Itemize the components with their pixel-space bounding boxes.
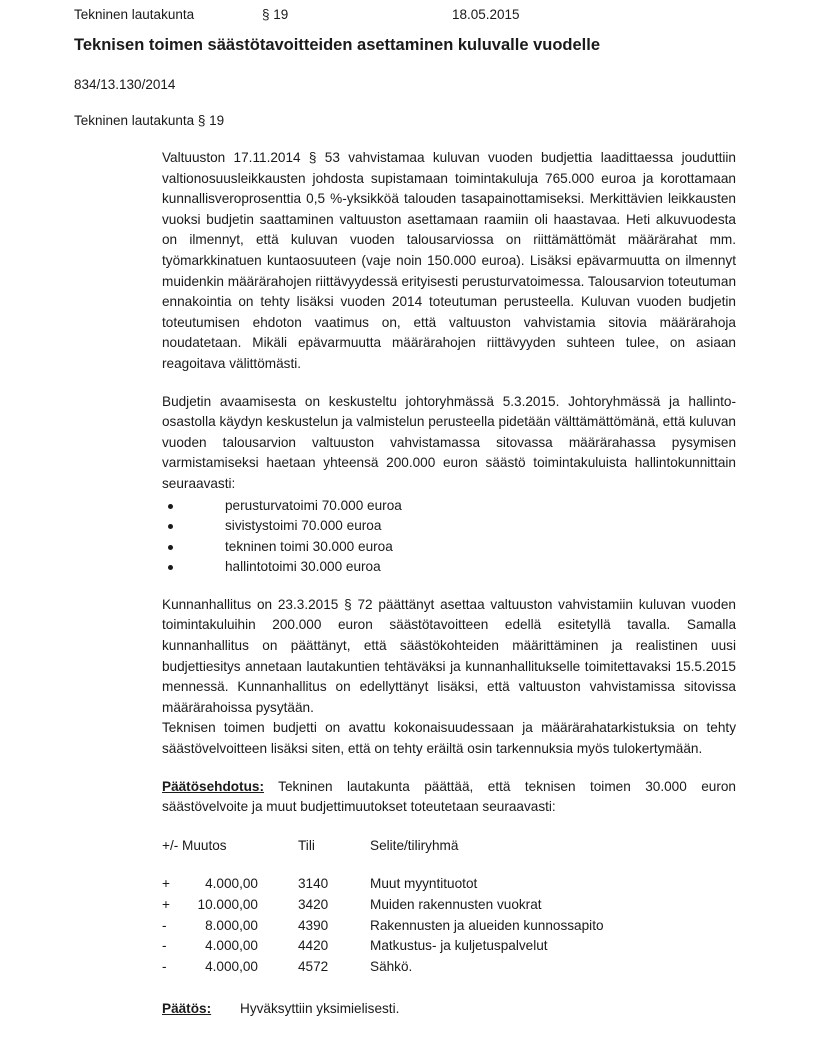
- section-subheading: Tekninen lautakunta § 19: [74, 113, 225, 128]
- decision-label: Päätös:: [162, 1001, 212, 1017]
- amount-sign: -: [162, 917, 167, 933]
- column-header-change: +/- Muutos: [162, 837, 227, 853]
- proposal-label: Päätösehdotus:: [162, 778, 264, 794]
- header-organ: Tekninen lautakunta: [74, 7, 195, 22]
- cell-account: 4572: [298, 958, 329, 974]
- savings-list: [162, 496, 736, 578]
- column-header-account: Tili: [298, 837, 315, 853]
- amount-value: 10.000,00: [197, 897, 258, 912]
- cell-description: Muut myyntituotot: [370, 876, 478, 892]
- document-body: [162, 148, 736, 1020]
- spacer-cell: [370, 856, 690, 874]
- spacer-cell: [162, 856, 298, 874]
- paragraph-council-decision: Kunnanhallitus on 23.3.2015 § 72 päättänyt asettaa valtuuston vahvistamiin kuluvan vuoden toimintakuluihin 200.000 euron säästötavoitteen edellä esitetyllä tavalla. Samalla kunnanhallitus on päättänyt, että säästökohteiden määrittäminen ja realistinen uusi budjettiesitys annetaan lautakuntien tehtäväksi ja kunnanhallitukselle toimitettavaksi 15.5.2015 mennessä. Kunnanhallitus on edellyttänyt lisäksi, että valtuuston vahvistamissa sitovissa määrärahoissa pysytään.: [162, 596, 736, 715]
- paragraph-background: Valtuuston 17.11.2014 § 53 vahvistamaa kuluvan vuoden budjettia laadittaessa jouduttiin valtionosuusleikkausten johdosta supistamaan toimintakuluja 765.000 euroa ja korottamaan kunnallisveroprosenttia 0,5 %-yksikköä talouden tasapainottamiseksi. Merkittävien leikkausten vuoksi budjetin saattaminen valtuuston asettamaan raamiin oli haastavaa. Heti alkuvuodesta on ilmennyt, että kuluvan vuoden talousarviossa on riittämättömät määrärahat mm. työmarkkinatuen kuntaosuuteen (vaje noin 150.000 euroa). Lisäksi epävarmuutta on ilmennyt muidenkin määrärahojen riittävyydessä erityisesti perusturvatoimessa. Talousarvion toteutuman ennakointia on tehty lisäksi vuoden 2014 toteutuman perusteella. Kuluvan vuoden budjetin toteutumisen ehdoton vaatimus on, että valtuuston vahvistamia sitovia määrärahoja noudatetaan. Mikäli epävarmuutta määrärahojen riittävyyden suhteen tulee, on asiaan reagoitava välittömästi.: [162, 150, 736, 371]
- decision-text: Hyväksyttiin yksimielisesti.: [240, 1001, 400, 1017]
- list-item: perusturvatoimi 70.000 euroa: [162, 496, 736, 517]
- cell-amount: [162, 957, 298, 978]
- cell-amount: [162, 895, 298, 916]
- amount-value: 8.000,00: [205, 917, 258, 933]
- amount-sign: +: [162, 897, 170, 912]
- reference-number: 834/13.130/2014: [74, 77, 176, 92]
- table-row: [162, 957, 690, 978]
- amount-sign: -: [162, 938, 167, 954]
- proposal-paragraph: [162, 777, 736, 818]
- table-header-row: [162, 836, 690, 857]
- amount-value: 4.000,00: [205, 938, 258, 954]
- cell-description: Sähkö.: [370, 958, 413, 974]
- amount-value: 4.000,00: [205, 958, 258, 974]
- header-section: § 19: [262, 7, 289, 22]
- spacer-cell: [298, 856, 370, 874]
- table-row: [162, 874, 690, 895]
- cell-description: Muiden rakennusten vuokrat: [370, 897, 542, 912]
- table-row: [162, 895, 690, 916]
- document-header: [74, 6, 756, 24]
- budget-table: [162, 836, 690, 978]
- cell-account: 3140: [298, 876, 329, 892]
- cell-amount: [162, 916, 298, 937]
- column-header-description: Selite/tiliryhmä: [370, 837, 459, 853]
- table-row: [162, 916, 690, 937]
- header-date: 18.05.2015: [452, 7, 520, 22]
- cell-account: 4420: [298, 938, 329, 954]
- amount-sign: -: [162, 958, 167, 974]
- cell-account: 3420: [298, 897, 329, 912]
- amount-value: 4.000,00: [205, 876, 258, 892]
- table-row: [162, 936, 690, 957]
- cell-amount: [162, 874, 298, 895]
- list-item: hallintotoimi 30.000 euroa: [162, 557, 736, 578]
- proposal-text: Tekninen lautakunta päättää, että teknisen toimen 30.000 euron säästövelvoite ja muut budjettimuutokset toteutetaan seuraavasti:: [162, 778, 736, 815]
- cell-account: 4390: [298, 917, 329, 933]
- list-item: sivistystoimi 70.000 euroa: [162, 516, 736, 537]
- table-spacer-row: [162, 856, 690, 874]
- paragraph-savings-target: Budjetin avaamisesta on keskusteltu johtoryhmässä 5.3.2015. Johtoryhmässä ja hallinto-osastolla käydyn keskustelun ja valmistelun perusteella pidetään välttämättömänä, että kuluvan vuoden talousarvion valtuuston vahvistamassa sitovassa määrärahassa pysymisen varmistamiseksi haetaan yhteensä 200.000 euron säästö toimintakuluista hallintokunnittain seuraavasti:: [162, 393, 736, 491]
- page-title: Teknisen toimen säästötavoitteiden asettaminen kuluvalle vuodelle: [74, 36, 601, 54]
- cell-amount: [162, 936, 298, 957]
- list-item: tekninen toimi 30.000 euroa: [162, 537, 736, 558]
- cell-description: Rakennusten ja alueiden kunnossapito: [370, 917, 604, 933]
- amount-sign: +: [162, 876, 170, 892]
- paragraph-budget-opened: Teknisen toimen budjetti on avattu kokonaisuudessaan ja määrärahatarkistuksia on tehty säästövelvoitteen lisäksi siten, että on tehty eräiltä osin tarkennuksia myös tulokertymään.: [162, 720, 736, 757]
- decision-paragraph: [162, 999, 736, 1020]
- cell-description: Matkustus- ja kuljetuspalvelut: [370, 938, 548, 954]
